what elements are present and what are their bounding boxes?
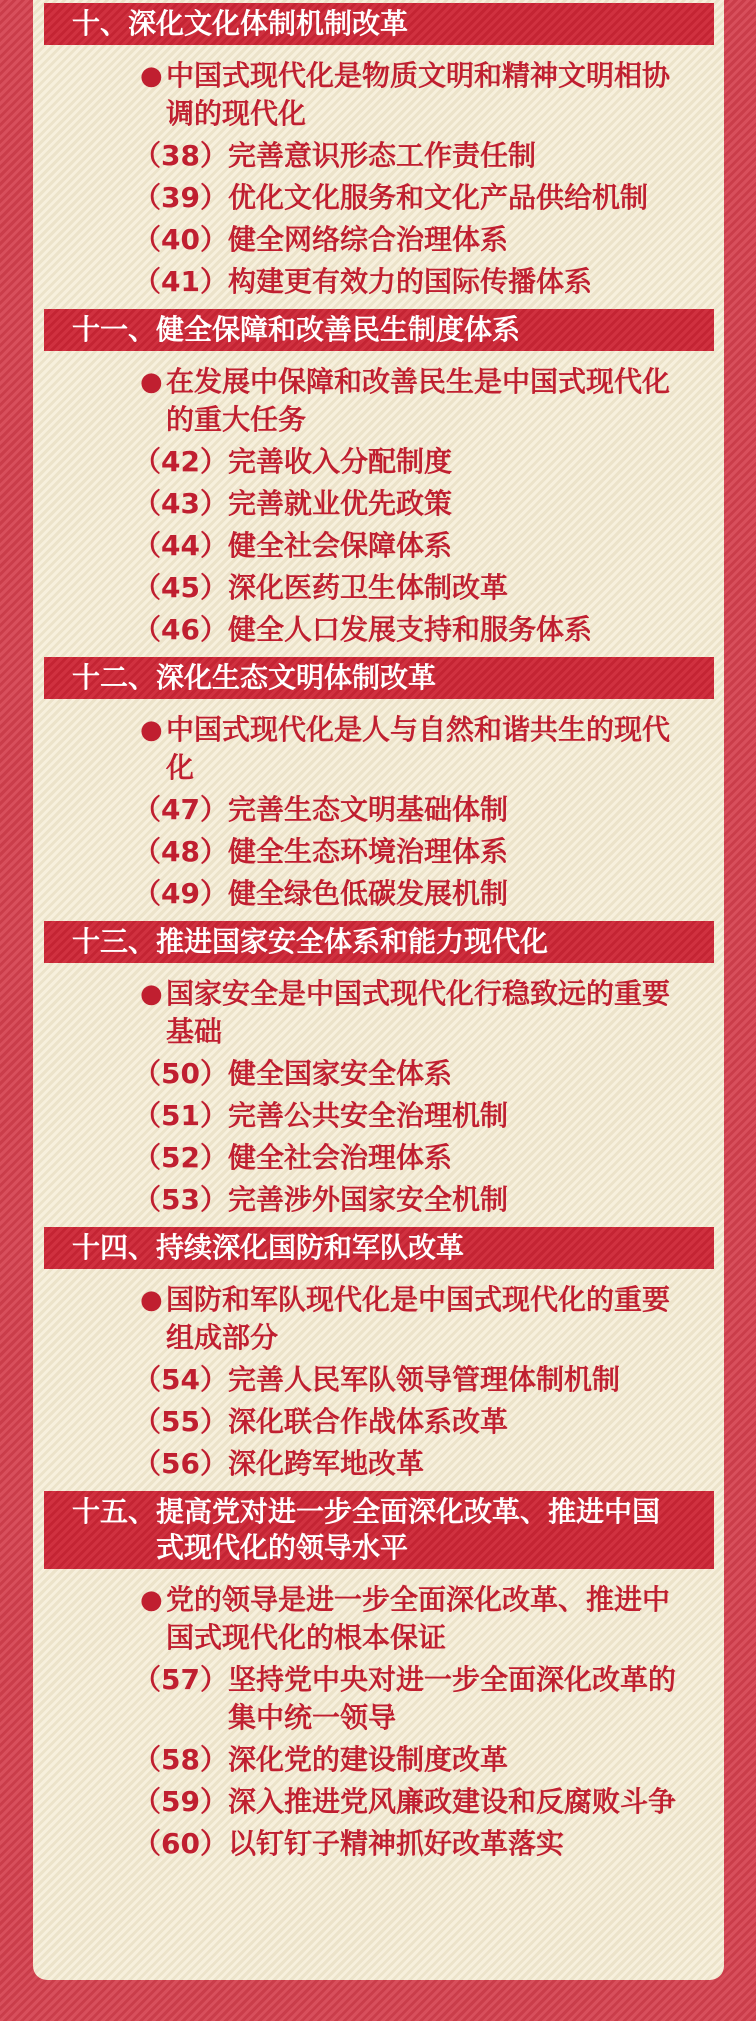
section-title: 深化文化体制机制改革 xyxy=(128,7,409,40)
list-item xyxy=(33,263,724,301)
section-number: 十二、 xyxy=(72,661,157,694)
list-item xyxy=(33,611,724,649)
item-number: （45） xyxy=(133,571,228,604)
item-text: 深化医药卫生体制改革 xyxy=(227,571,508,604)
section-summary xyxy=(33,1581,724,1657)
item-number: （40） xyxy=(133,223,228,256)
item-number: （57） xyxy=(133,1663,228,1696)
list-item xyxy=(33,1783,724,1821)
summary-text: 中国式现代化是物质文明和精神文明相协调的现代化 xyxy=(166,59,671,130)
section-header-bar xyxy=(44,309,714,351)
item-number: （55） xyxy=(133,1405,228,1438)
list-item xyxy=(33,833,724,871)
section-title: 健全保障和改善民生制度体系 xyxy=(156,313,521,346)
section-summary xyxy=(33,711,724,787)
summary-text: 中国式现代化是人与自然和谐共生的现代化 xyxy=(166,713,671,784)
item-number: （44） xyxy=(133,529,228,562)
item-text: 完善就业优先政策 xyxy=(227,487,452,520)
item-text: 以钉钉子精神抓好改革落实 xyxy=(227,1827,564,1860)
section-number: 十一、 xyxy=(72,313,157,346)
item-text: 构建更有效力的国际传播体系 xyxy=(227,265,592,298)
item-text: 健全人口发展支持和服务体系 xyxy=(227,613,592,646)
summary-text: 国家安全是中国式现代化行稳致远的重要基础 xyxy=(166,977,671,1048)
item-number: （43） xyxy=(133,487,228,520)
item-text: 优化文化服务和文化产品供给机制 xyxy=(227,181,648,214)
list-item xyxy=(33,1361,724,1399)
item-number: （54） xyxy=(133,1363,228,1396)
list-item xyxy=(33,1661,724,1737)
section-header-bar xyxy=(44,3,714,45)
section-13 xyxy=(33,921,724,1219)
section-12 xyxy=(33,657,724,913)
item-number: （47） xyxy=(133,793,228,826)
item-number: （58） xyxy=(133,1743,228,1776)
section-summary xyxy=(33,57,724,133)
item-text: 深入推进党风廉政建设和反腐败斗争 xyxy=(227,1785,676,1818)
section-title: 深化生态文明体制改革 xyxy=(156,661,437,694)
item-text: 完善公共安全治理机制 xyxy=(227,1099,508,1132)
item-text: 深化联合作战体系改革 xyxy=(227,1405,508,1438)
list-item xyxy=(33,1097,724,1135)
item-text: 坚持党中央对进一步全面深化改革的集中统一领导 xyxy=(227,1663,676,1734)
summary-text: 国防和军队现代化是中国式现代化的重要组成部分 xyxy=(166,1283,671,1354)
list-item xyxy=(33,527,724,565)
item-text: 健全社会治理体系 xyxy=(227,1141,452,1174)
section-title: 推进国家安全体系和能力现代化 xyxy=(156,925,549,958)
item-number: （56） xyxy=(133,1447,228,1480)
section-title: 提高党对进一步全面深化改革、推进中国式现代化的领导水平 xyxy=(156,1495,661,1564)
bullet-icon: ● xyxy=(140,1285,163,1315)
list-item xyxy=(33,179,724,217)
bullet-icon: ● xyxy=(140,1585,163,1615)
item-number: （51） xyxy=(133,1099,228,1132)
list-item xyxy=(33,1139,724,1177)
item-number: （59） xyxy=(133,1785,228,1818)
list-item xyxy=(33,1055,724,1093)
list-item xyxy=(33,1403,724,1441)
item-number: （53） xyxy=(133,1183,228,1216)
item-text: 完善涉外国家安全机制 xyxy=(227,1183,508,1216)
list-item xyxy=(33,875,724,913)
section-number: 十五、 xyxy=(72,1495,157,1528)
list-item xyxy=(33,1825,724,1863)
item-text: 完善人民军队领导管理体制机制 xyxy=(227,1363,620,1396)
section-header-bar xyxy=(44,1491,714,1569)
list-item xyxy=(33,1181,724,1219)
list-item xyxy=(33,443,724,481)
section-summary xyxy=(33,975,724,1051)
content-panel xyxy=(33,0,724,1980)
item-number: （49） xyxy=(133,877,228,910)
item-number: （48） xyxy=(133,835,228,868)
section-header-bar xyxy=(44,921,714,963)
list-item xyxy=(33,485,724,523)
list-item xyxy=(33,137,724,175)
item-text: 深化党的建设制度改革 xyxy=(227,1743,508,1776)
bullet-icon: ● xyxy=(140,367,163,397)
item-text: 健全生态环境治理体系 xyxy=(227,835,508,868)
summary-text: 党的领导是进一步全面深化改革、推进中国式现代化的根本保证 xyxy=(166,1583,671,1654)
section-10 xyxy=(33,3,724,301)
item-number: （41） xyxy=(133,265,228,298)
item-number: （52） xyxy=(133,1141,228,1174)
section-number: 十、 xyxy=(72,7,129,40)
item-text: 健全绿色低碳发展机制 xyxy=(227,877,508,910)
list-item xyxy=(33,1741,724,1779)
section-number: 十三、 xyxy=(72,925,157,958)
list-item xyxy=(33,221,724,259)
item-number: （50） xyxy=(133,1057,228,1090)
section-14 xyxy=(33,1227,724,1483)
section-summary xyxy=(33,363,724,439)
item-number: （42） xyxy=(133,445,228,478)
list-item xyxy=(33,569,724,607)
item-text: 深化跨军地改革 xyxy=(227,1447,424,1480)
section-header-bar xyxy=(44,657,714,699)
list-item xyxy=(33,791,724,829)
section-header-bar xyxy=(44,1227,714,1269)
section-number: 十四、 xyxy=(72,1231,157,1264)
item-number: （60） xyxy=(133,1827,228,1860)
item-text: 健全社会保障体系 xyxy=(227,529,452,562)
item-text: 健全国家安全体系 xyxy=(227,1057,452,1090)
section-title: 持续深化国防和军队改革 xyxy=(156,1231,465,1264)
item-text: 完善意识形态工作责任制 xyxy=(227,139,536,172)
section-11 xyxy=(33,309,724,649)
item-text: 完善收入分配制度 xyxy=(227,445,452,478)
section-15 xyxy=(33,1491,724,1863)
item-number: （39） xyxy=(133,181,228,214)
bullet-icon: ● xyxy=(140,715,163,745)
item-text: 健全网络综合治理体系 xyxy=(227,223,508,256)
item-number: （46） xyxy=(133,613,228,646)
item-text: 完善生态文明基础体制 xyxy=(227,793,508,826)
bullet-icon: ● xyxy=(140,61,163,91)
list-item xyxy=(33,1445,724,1483)
summary-text: 在发展中保障和改善民生是中国式现代化的重大任务 xyxy=(166,365,671,436)
bullet-icon: ● xyxy=(140,979,163,1009)
section-summary xyxy=(33,1281,724,1357)
item-number: （38） xyxy=(133,139,228,172)
